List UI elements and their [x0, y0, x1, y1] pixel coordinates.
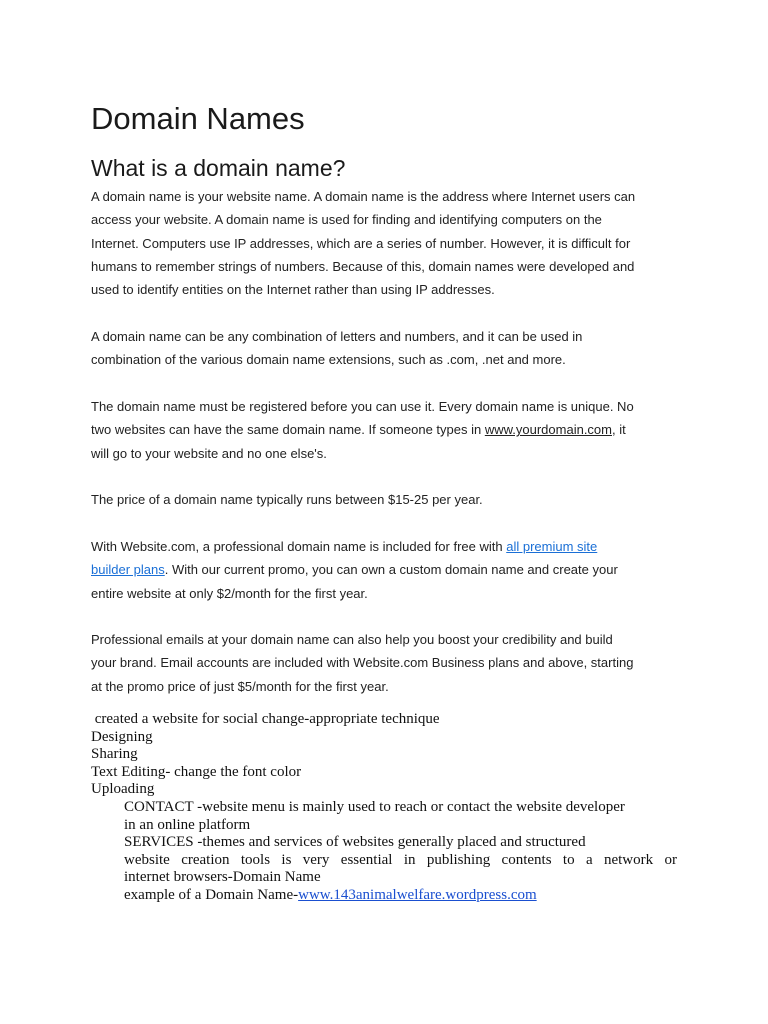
- note-line: SERVICES -themes and services of websites generally placed and structured: [124, 834, 586, 851]
- note-line: created a website for social change-appropriate technique: [91, 711, 440, 727]
- text-segment: With Website.com, a professional domain name is included for free with: [91, 539, 507, 554]
- section-heading: What is a domain name?: [91, 155, 346, 181]
- text-line: access your website. A domain name is used for finding and identifying computers on the: [91, 212, 602, 228]
- text-line: will go to your website and no one else's.: [91, 445, 327, 461]
- text-line: entire website at only $2/month for the first year.: [91, 585, 368, 601]
- note-line: Sharing: [91, 746, 138, 763]
- yourdomain-link[interactable]: www.yourdomain.com: [484, 422, 612, 438]
- text-line: combination of the various domain name extensions, such as .com, .net and more.: [91, 352, 566, 368]
- note-line: website creation tools is very essential in publishing contents to a network or: [124, 851, 677, 868]
- text-segment: example of a Domain Name-: [124, 886, 299, 903]
- premium-plans-link-continued[interactable]: builder plans: [91, 562, 165, 578]
- text-line: Internet. Computers use IP addresses, which are a series of number. However, it is difficult for: [91, 235, 631, 251]
- text-line: Professional emails at your domain name can also help you boost your credibility and build: [91, 632, 613, 647]
- text-line: The domain name must be registered before you can use it. Every domain name is unique. No: [91, 399, 634, 414]
- text-line: used to identify entities on the Internet rather than using IP addresses.: [91, 282, 495, 298]
- paragraph-emails: [91, 628, 691, 698]
- paragraph-registration: [91, 395, 691, 465]
- text-line: your brand. Email accounts are included with Website.com Business plans and above, starting: [91, 655, 634, 671]
- note-line: CONTACT -website menu is mainly used to reach or contact the website developer: [124, 798, 625, 815]
- text-line: [91, 535, 691, 558]
- paragraph-website-com: [91, 535, 691, 605]
- handwritten-notes-section: [91, 711, 691, 905]
- text-line: A domain name is your website name. A domain name is the address where Internet users can: [91, 189, 636, 204]
- text-segment: two websites can have the same domain name. If someone types in: [91, 422, 485, 438]
- paragraph-combination: [91, 325, 691, 372]
- text-line: at the promo price of just $5/month for the first year.: [91, 678, 389, 694]
- text-segment: . With our current promo, you can own a custom domain name and create your: [164, 562, 618, 578]
- text-line: humans to remember strings of numbers. Because of this, domain names were developed and: [91, 258, 635, 274]
- text-line: The price of a domain name typically runs between $15-25 per year.: [91, 492, 483, 507]
- text-line: A domain name can be any combination of letters and numbers, and it can be used in: [91, 329, 583, 344]
- premium-plans-link[interactable]: all premium site: [506, 539, 598, 554]
- note-line: in an online platform: [124, 816, 251, 833]
- paragraph-price: [91, 488, 691, 511]
- note-line: Text Editing- change the font color: [91, 763, 302, 780]
- text-segment: , it: [611, 422, 626, 438]
- note-line: Uploading: [91, 781, 155, 798]
- text-line: [91, 558, 691, 581]
- note-line: [91, 887, 691, 905]
- note-line: Designing: [91, 728, 153, 745]
- text-line: [91, 418, 691, 441]
- note-line: internet browsers-Domain Name: [124, 869, 321, 886]
- paragraph-definition: [91, 185, 691, 301]
- animalwelfare-link[interactable]: www.143animalwelfare.wordpress.com: [298, 886, 537, 903]
- page-title: Domain Names: [91, 101, 305, 136]
